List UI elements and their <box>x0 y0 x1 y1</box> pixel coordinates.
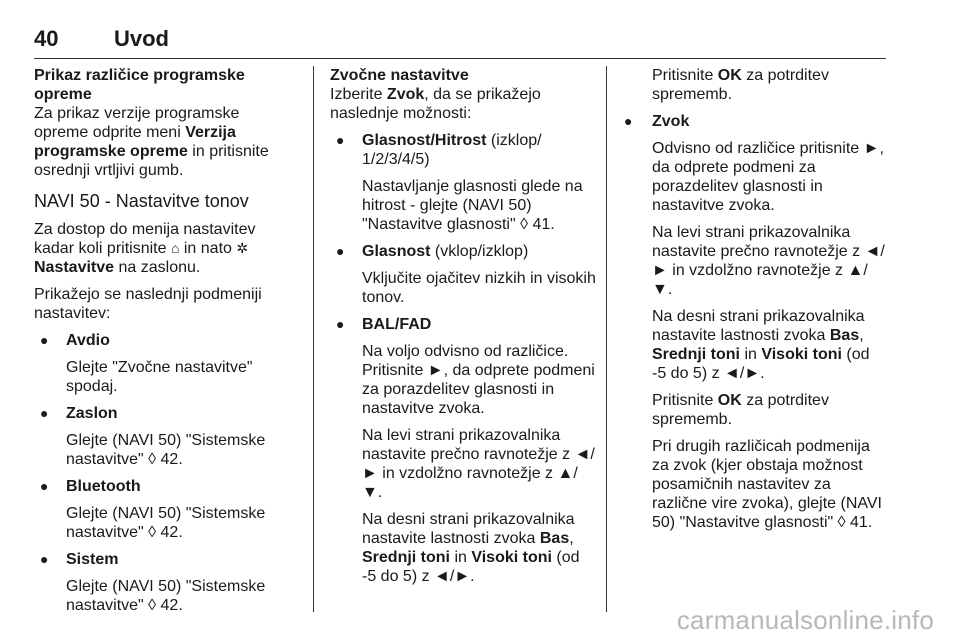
list-item-desc: Glejte (NAVI 50) "Sistemske nastavitve" ◊ 42. <box>66 432 266 468</box>
bullet-icon: ● <box>40 551 49 567</box>
sound-intro: Izberite Zvok, da se prikažejo naslednje možnosti: <box>330 86 541 122</box>
bullet-icon: ● <box>336 316 345 332</box>
software-version-heading: Prikaz različice programske opreme <box>34 67 245 103</box>
gear-icon: ✲ <box>236 240 249 256</box>
page-header <box>34 18 886 59</box>
page-ref-icon: ◊ <box>148 451 157 468</box>
tone-settings-heading: NAVI 50 - Nastavitve tonov <box>34 191 249 211</box>
list-item: ● Sistem <box>40 551 119 568</box>
bullet-icon: ● <box>336 132 345 148</box>
list-item-desc: Na desni strani prikazovalnika nastavite lastnosti zvoka Bas, Srednji toni in Visoki toni (od -5 do 5) z ◄/►. <box>362 511 580 585</box>
bullet-icon: ● <box>40 405 49 421</box>
bullet-icon: ● <box>40 478 49 494</box>
section-title: Uvod <box>114 26 169 51</box>
list-item-desc: Nastavljanje glasnosti glede na hitrost - glejte (NAVI 50) "Nastavitve glasnosti" ◊ 41. <box>362 178 583 233</box>
list-item-desc: Pri drugih različicah podmenija za zvok (kjer obstaja možnost posamičnih nastavitev za različne vire zvoka), glejte (NAVI 50) "Nastavitve glasnosti" ◊ 41. <box>652 438 882 531</box>
page-ref-icon: ◊ <box>148 597 157 614</box>
bullet-icon: ● <box>40 332 49 348</box>
column-2 <box>330 66 596 594</box>
list-item-desc: Na desni strani prikazovalnika nastavite lastnosti zvoka Bas, Srednji toni in Visoki toni (od -5 do 5) z ◄/►. <box>652 308 870 382</box>
column-divider <box>606 66 607 612</box>
list-item: ● Bluetooth <box>40 478 141 495</box>
list-item: ● Glasnost (vklop/izklop) <box>336 243 529 260</box>
list-item-desc: Na levi strani prikazovalnika nastavite prečno ravnotežje z ◄/ ► in vzdolžno ravnotežje z ▲/▼. <box>362 427 595 501</box>
confirm-text: Pritisnite OK za potrditev sprememb. <box>652 67 829 103</box>
page-ref-icon: ◊ <box>520 216 528 233</box>
list-item-desc: Vključite ojačitev nizkih in visokih tonov. <box>362 270 596 306</box>
column-3 <box>624 66 888 540</box>
list-item-desc: Glejte (NAVI 50) "Sistemske nastavitve" ◊ 42. <box>66 505 266 541</box>
home-icon: ⌂ <box>170 240 180 256</box>
list-item: ● Zaslon <box>40 405 118 422</box>
list-item: ● Zvok <box>624 113 690 130</box>
list-item: ● BAL/FAD <box>336 316 432 333</box>
settings-access-text: Za dostop do menija nastavitev kadar koli pritisnite ⌂ in nato ✲Nastavitve na zaslonu. <box>34 221 256 276</box>
bullet-icon: ● <box>624 113 633 129</box>
page-ref-icon: ◊ <box>837 514 846 531</box>
software-version-text: Za prikaz verzije programske opreme odprite meni Verzija programske opreme in pritisnite osrednji vrtljivi gumb. <box>34 105 269 179</box>
sound-settings-heading: Zvočne nastavitve <box>330 67 469 84</box>
watermark: carmanualsonline.info <box>676 605 934 635</box>
list-item-desc: Glejte "Zvočne nastavitve" spodaj. <box>66 359 253 395</box>
list-item-desc: Na voljo odvisno od različice. Pritisnite ►, da odprete podmeni za porazdelitev glasnosti in nastavitve zvoka. <box>362 343 595 417</box>
page-ref-icon: ◊ <box>148 524 157 541</box>
bullet-icon: ● <box>336 243 345 259</box>
confirm-text: Pritisnite OK za potrditev sprememb. <box>652 392 829 428</box>
list-item-desc: Na levi strani prikazovalnika nastavite prečno ravnotežje z ◄/ ► in vzdolžno ravnotežje z ▲/▼. <box>652 224 885 298</box>
list-item: ● Avdio <box>40 332 110 349</box>
list-item-desc: Glejte (NAVI 50) "Sistemske nastavitve" ◊ 42. <box>66 578 266 614</box>
page-number: 40 <box>34 26 59 51</box>
list-item: ● Glasnost/Hitrost (izklop/ 1/2/3/4/5) <box>336 132 542 168</box>
column-divider <box>313 66 314 612</box>
column-1 <box>34 66 296 623</box>
list-item-desc: Odvisno od različice pritisnite ►, da odprete podmeni za porazdelitev glasnosti in nastavitve zvoka. <box>652 140 884 214</box>
submenu-intro: Prikažejo se naslednji podmeniji nastavitev: <box>34 286 262 322</box>
